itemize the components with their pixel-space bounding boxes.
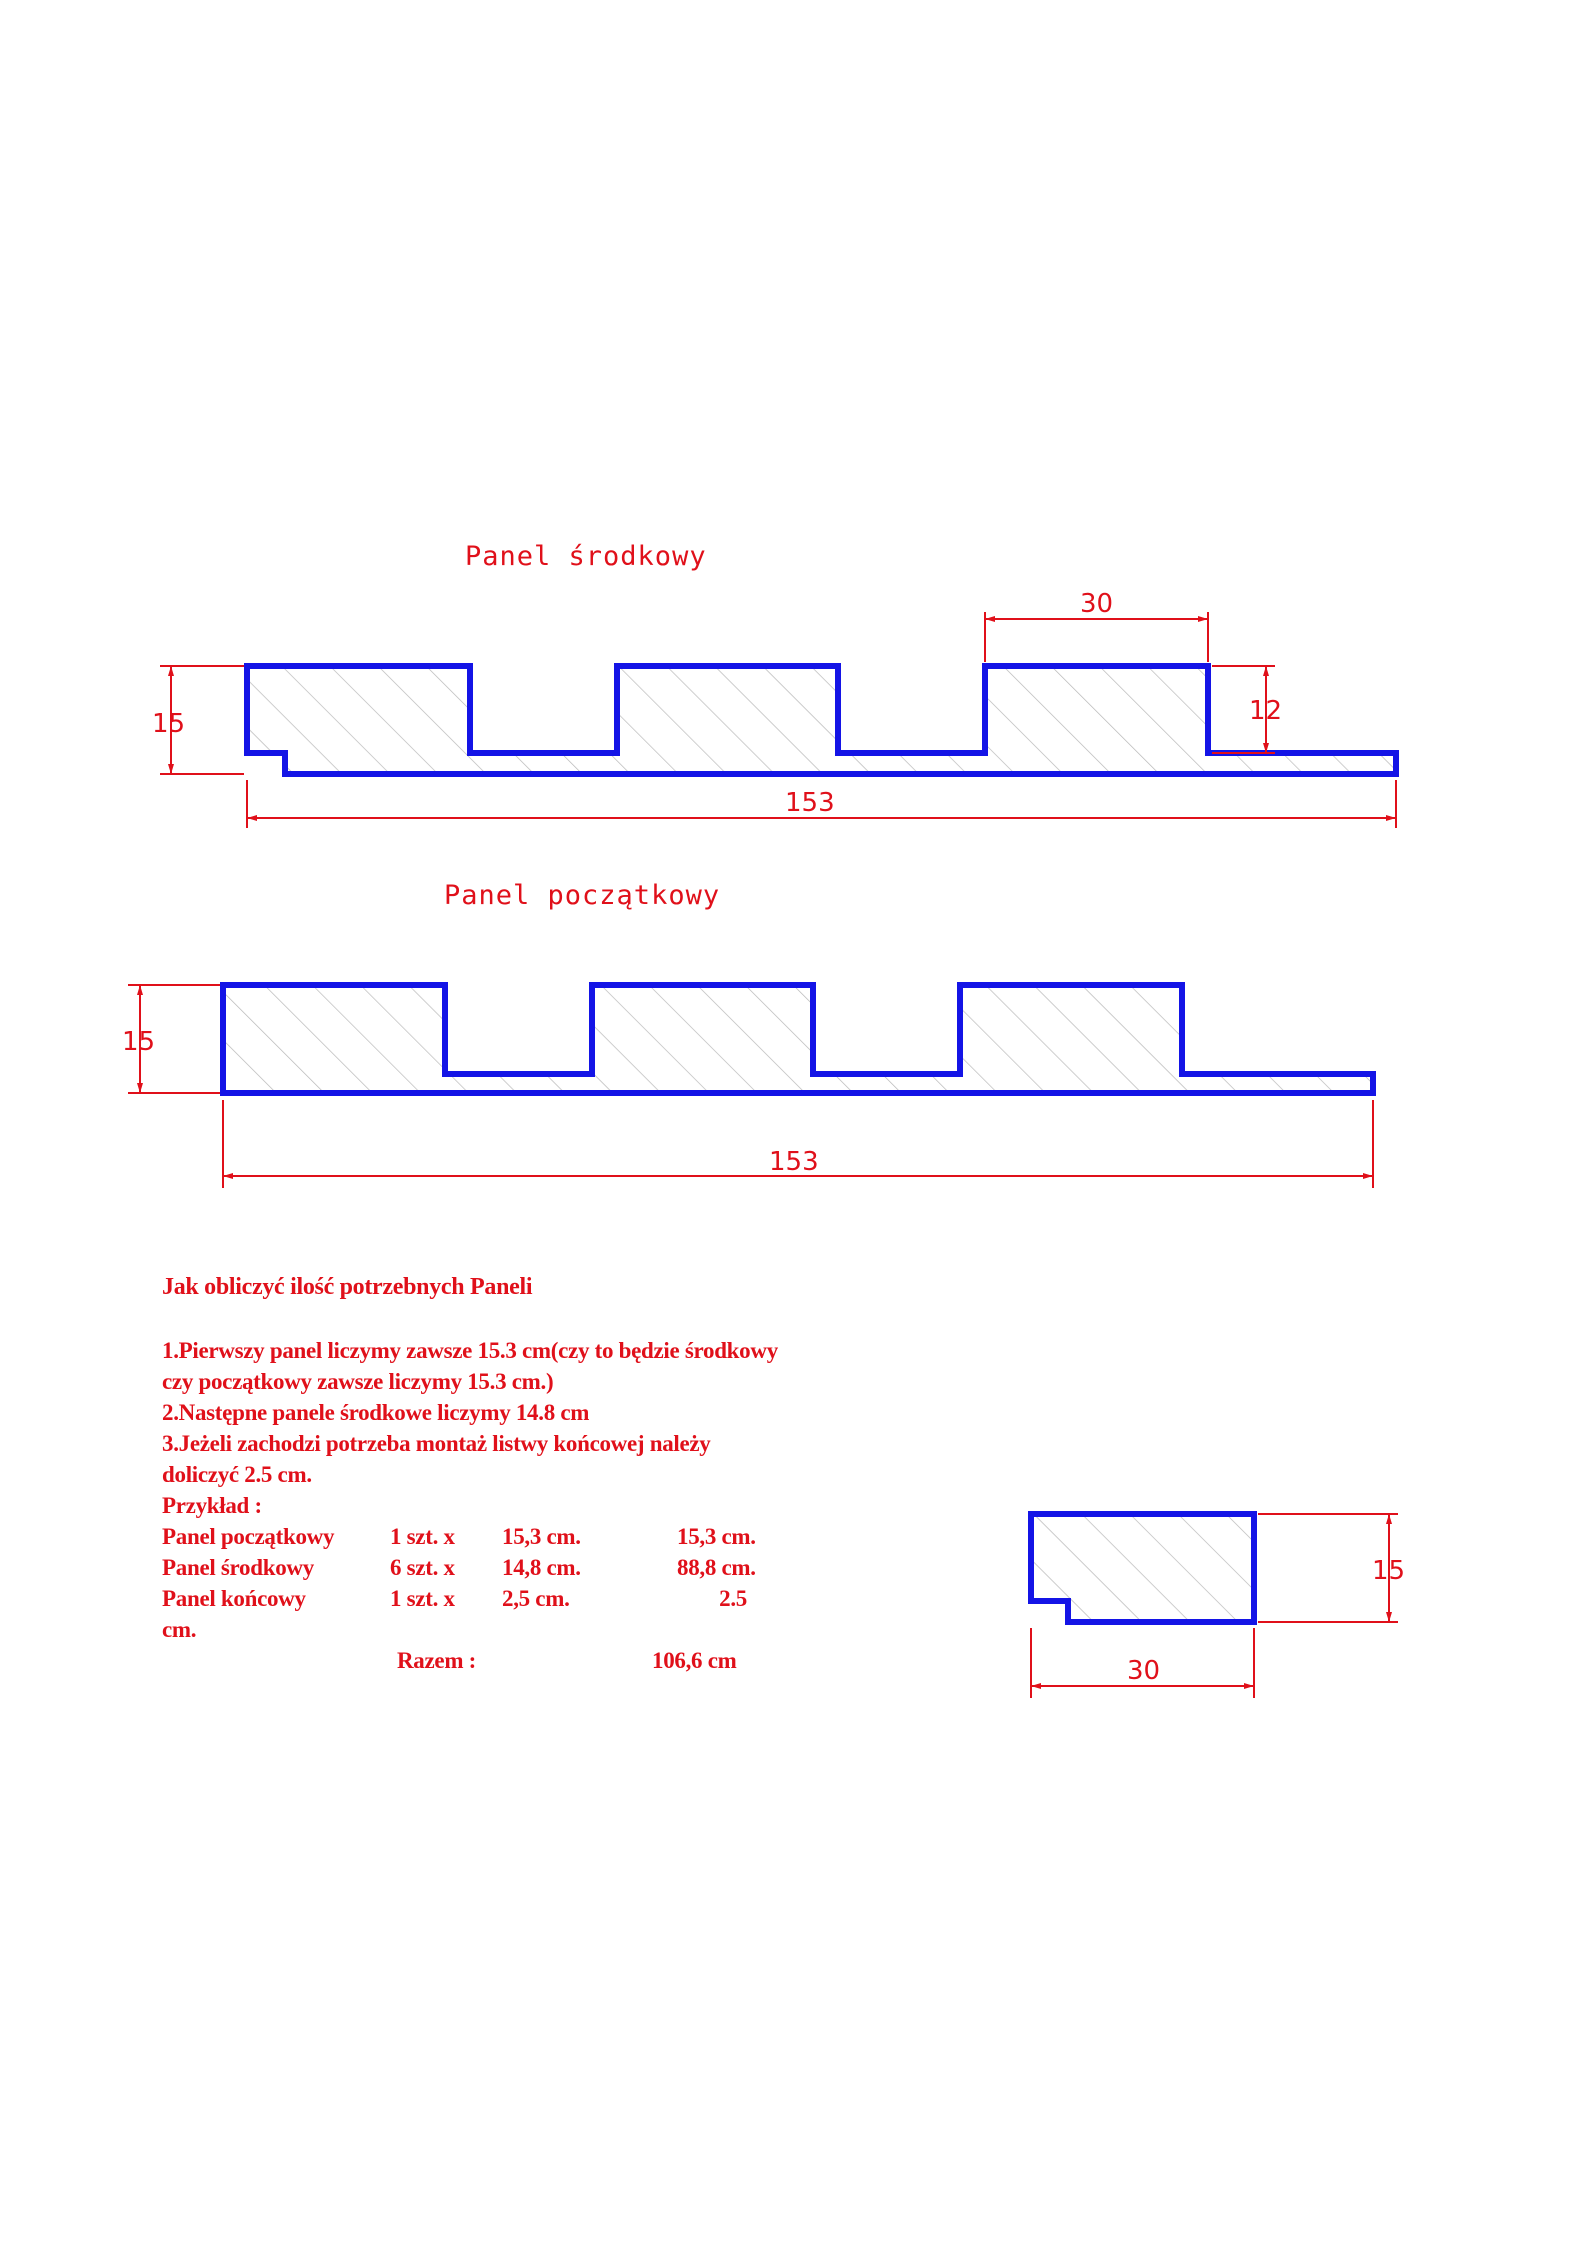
- start-panel-drawing: [122, 985, 1373, 1188]
- middle-panel-profile: [247, 666, 1396, 774]
- end-dim-width-label: 30: [1127, 1656, 1161, 1686]
- middle-dim-top: [985, 612, 1208, 662]
- middle-dim-top-label: 30: [1080, 589, 1114, 619]
- sum-value: 106,6 cm: [652, 1648, 737, 1673]
- instruction-step-1: 1.Pierwszy panel liczymy zawsze 15.3 cm(czy to będzie środkowy czy początkowy zawsze liczymy 15.3 cm.): [162, 1338, 778, 1394]
- sum-label: Razem :: [397, 1648, 476, 1673]
- end-strip-drawing: [1031, 1514, 1405, 1698]
- middle-panel-caption: Panel środkowy: [465, 541, 707, 572]
- example-row-unit: 14,8 cm.: [502, 1555, 581, 1580]
- example-wrap-tail: cm.: [162, 1617, 197, 1642]
- instructions-block: [162, 1272, 782, 1676]
- example-row-qty: 1 szt. x: [390, 1586, 455, 1611]
- example-row-qty: 1 szt. x: [390, 1524, 455, 1549]
- example-row-qty: 6 szt. x: [390, 1555, 455, 1580]
- middle-dim-height-label: 15: [152, 709, 186, 739]
- start-dim-height-label: 15: [122, 1027, 156, 1057]
- instruction-step-2: 2.Następne panele środkowe liczymy 14.8 cm: [162, 1400, 590, 1425]
- example-label: Przykład :: [162, 1493, 262, 1518]
- example-wrap-row: [162, 1614, 782, 1645]
- start-panel-profile: [223, 985, 1373, 1093]
- start-dim-width-label: 153: [769, 1147, 819, 1177]
- example-row-total: 15,3 cm.: [677, 1524, 756, 1549]
- example-row-name: Panel końcowy: [162, 1586, 306, 1611]
- instructions-heading: Jak obliczyć ilość potrzebnych Paneli: [162, 1274, 533, 1300]
- example-row: [162, 1521, 782, 1552]
- end-strip-profile: [1031, 1514, 1254, 1622]
- example-row-unit: 15,3 cm.: [502, 1524, 581, 1549]
- example-row-total: 2.5: [719, 1586, 747, 1611]
- example-row-total: 88,8 cm.: [677, 1555, 756, 1580]
- example-row-name: Panel środkowy: [162, 1555, 314, 1580]
- example-row: [162, 1583, 782, 1614]
- example-row: [162, 1552, 782, 1583]
- sum-row: [162, 1645, 782, 1676]
- middle-dim-step-label: 12: [1249, 696, 1283, 726]
- example-row-unit: 2,5 cm.: [502, 1586, 570, 1611]
- middle-dim-width-label: 153: [785, 788, 835, 818]
- example-row-name: Panel początkowy: [162, 1524, 335, 1549]
- middle-panel-drawing: [152, 589, 1396, 828]
- start-panel-caption: Panel początkowy: [444, 880, 721, 911]
- instruction-step-3: 3.Jeżeli zachodzi potrzeba montaż listwy końcowej należy doliczyć 2.5 cm.: [162, 1431, 711, 1487]
- end-dim-height-label: 15: [1372, 1556, 1406, 1586]
